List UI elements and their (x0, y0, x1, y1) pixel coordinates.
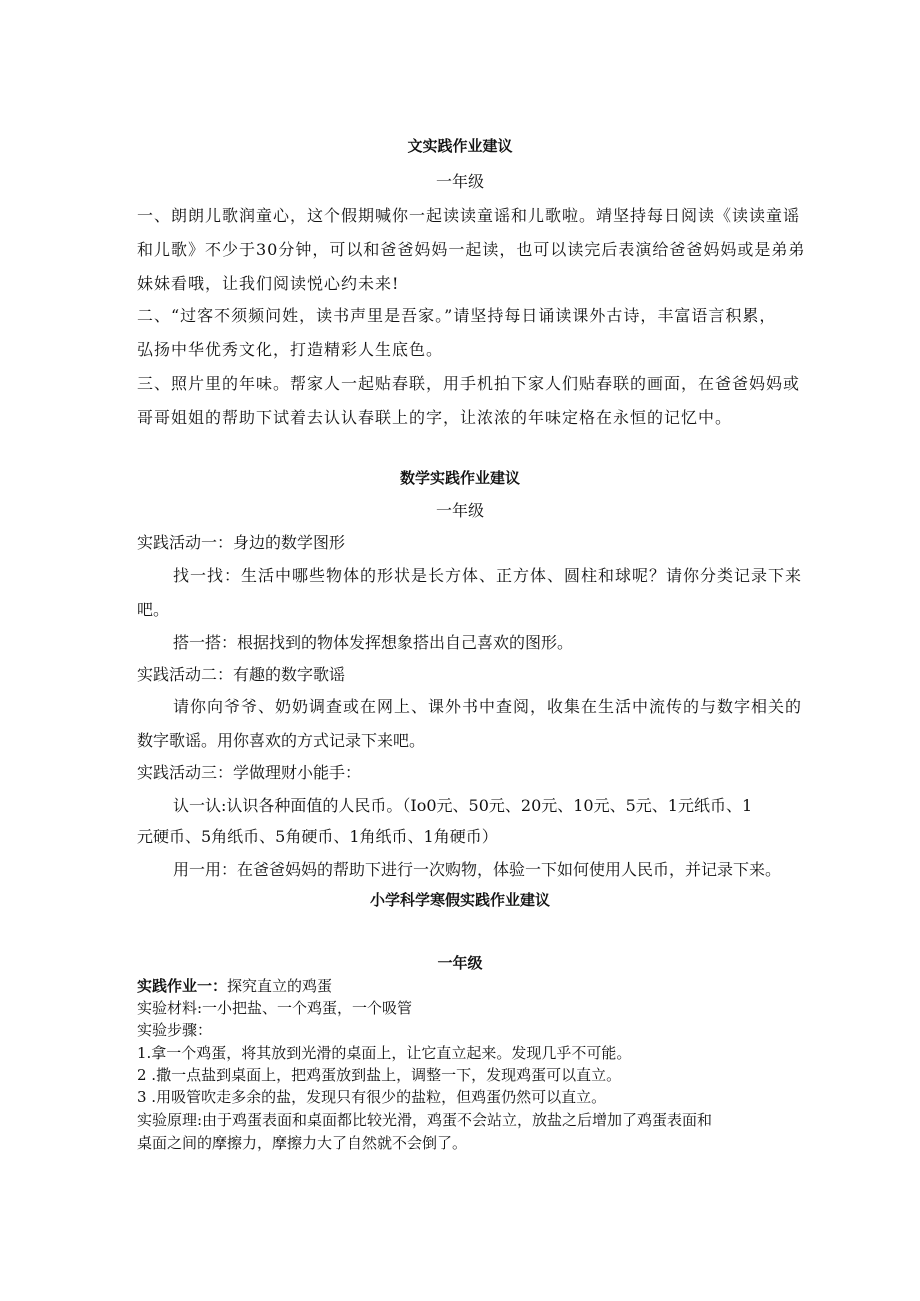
math-ask-line2: 数字歌谣。用你喜欢的方式记录下来吧。 (137, 731, 426, 750)
math-recognize-line2: 元硬币、5角纸币、5角硬币、1角纸币、1角硬币） (137, 827, 498, 846)
math-recognize-line1: 认一认:认识各种面值的人民币。（Io0元、50元、20元、10元、5元、1元纸币、1 (173, 796, 753, 815)
science-task (137, 976, 332, 996)
math-activity3: 实践活动三：学做理财小能手： (137, 763, 362, 782)
science-step-3: 3 .用吸管吹走多余的盐，发现只有很少的盐粒，但鸡蛋仍然可以直立。 (137, 1088, 607, 1106)
science-step-2: 2 .撒一点盐到桌面上，把鸡蛋放到盐上，调整一下，发现鸡蛋可以直立。 (137, 1066, 622, 1084)
science-title: 小学科学寒假实践作业建议 (369, 891, 550, 909)
math-find-line1: 找一找：生活中哪些物体的形状是长方体、正方体、圆柱和球呢？请你分类记录下来 (173, 566, 803, 585)
chinese-item3-line2: 哥哥姐姐的帮助下试着去认认春联上的字，让浓浓的年味定格在永恒的记忆中。 (137, 408, 733, 427)
math-title: 数学实践作业建议 (399, 469, 520, 487)
math-activity1: 实践活动一：身边的数学图形 (137, 533, 346, 552)
math-activity2: 实践活动二：有趣的数字歌谣 (137, 665, 346, 684)
math-find-line2: 吧。 (137, 600, 170, 619)
science-task-text: 探究直立的鸡蛋 (227, 977, 333, 995)
math-build: 搭一搭：根据找到的物体发挥想象搭出自己喜欢的图形。 (173, 633, 574, 652)
math-grade: 一年级 (435, 501, 484, 520)
math-use: 用一用：在爸爸妈妈的帮助下进行一次购物，体验一下如何使用人民币，并记录下来。 (173, 860, 782, 879)
science-step-1: 1.拿一个鸡蛋，将其放到光滑的桌面上，让它直立起来。发现几乎不可能。 (137, 1044, 632, 1062)
chinese-item1-line3: 妹妹看哦，让我们阅读悦心约未来! (137, 274, 400, 293)
science-materials: 实验材料:一小把盐、一个鸡蛋，一个吸管 (137, 999, 413, 1017)
chinese-grade: 一年级 (435, 172, 484, 191)
chinese-title: 文实践作业建议 (407, 137, 513, 155)
science-principle-line2: 桌面之间的摩擦力，摩擦力大了自然就不会倒了。 (137, 1134, 468, 1152)
chinese-item2-line1: 二、“过客不须频问姓，读书声里是吾家。”请坚持每日诵读课外古诗，丰富语言积累， (137, 306, 777, 325)
chinese-item3-line1: 三、照片里的年味。帮家人一起贴春联，用手机拍下家人们贴春联的画面，在爸爸妈妈或 (137, 374, 801, 393)
science-steps-label: 实验步骤： (137, 1021, 213, 1039)
science-principle-line1: 实验原理:由于鸡蛋表面和桌面都比较光滑，鸡蛋不会站立，放盐之后增加了鸡蛋表面和 (137, 1111, 713, 1129)
science-task-label: 实践作业一： (137, 977, 228, 995)
math-ask-line1: 请你向爷爷、奶奶调查或在网上、课外书中查阅，收集在生活中流传的与数字相关的 (173, 697, 803, 716)
chinese-item2-line2: 弘扬中华优秀文化，打造精彩人生底色。 (137, 340, 444, 359)
chinese-item1-line1: 一、朗朗儿歌润童心，这个假期喊你一起读读童谣和儿歌啦。靖坚持每日阅读《读读童谣 (137, 206, 801, 225)
science-grade: 一年级 (437, 954, 483, 972)
chinese-item1-line2: 和儿歌》不少于30分钟，可以和爸爸妈妈一起读，也可以读完后表演给爸爸妈妈或是弟弟 (137, 240, 806, 259)
